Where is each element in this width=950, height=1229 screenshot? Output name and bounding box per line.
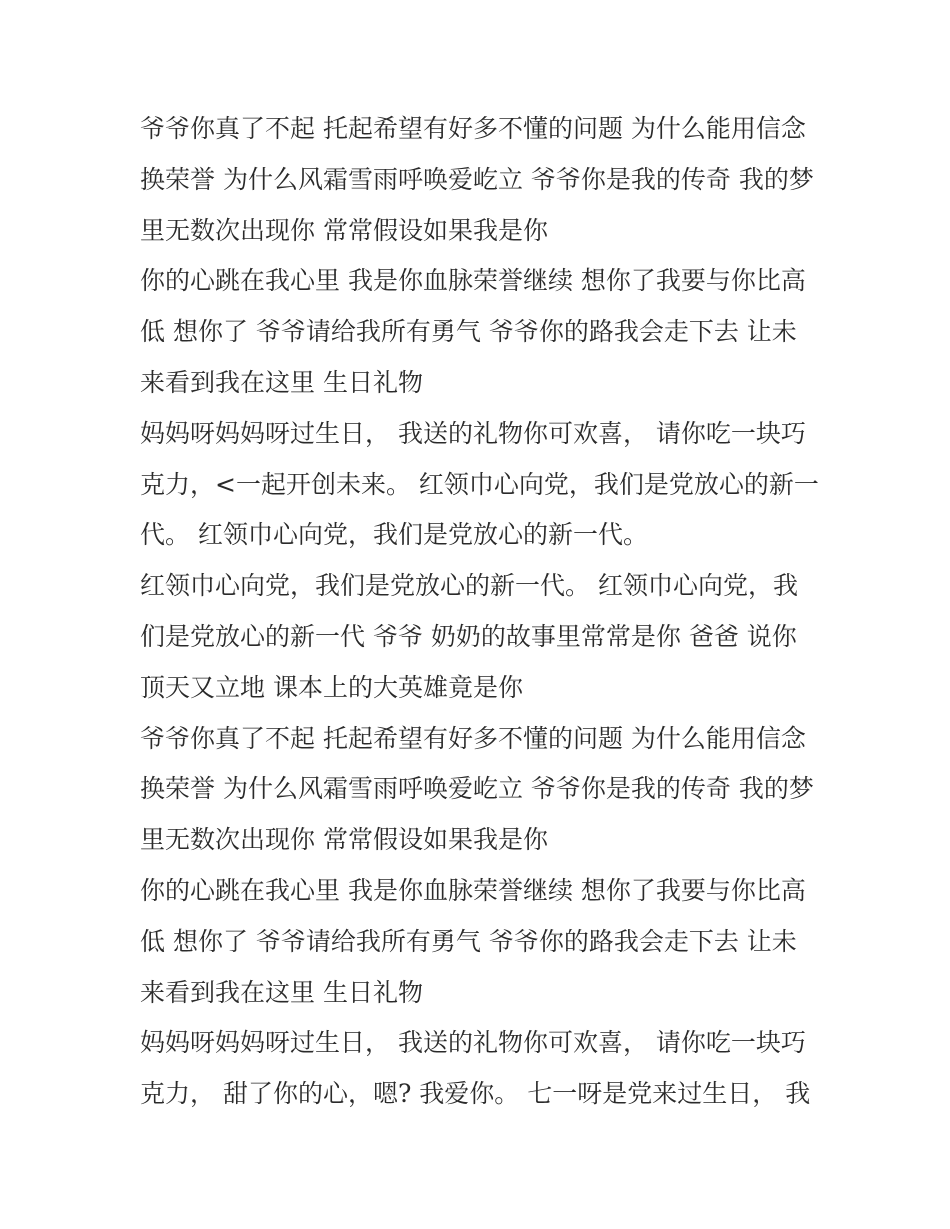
- text-line: 们是党放心的新一代 爷爷 奶奶的故事里常常是你 爸爸 说你: [140, 621, 797, 651]
- text-line: 红领巾心向党，我们是党放心的新一代。 红领巾心向党，我: [140, 571, 798, 601]
- text-line: 爷爷你真了不起 托起希望有好多不懂的问题 为什么能用信念: [140, 723, 806, 753]
- text-line: 低 想你了 爷爷请给我所有勇气 爷爷你的路我会走下去 让未: [140, 926, 797, 956]
- text-line: 来看到我在这里 生日礼物: [140, 367, 423, 397]
- text-line: 代。 红领巾心向党，我们是党放心的新一代。: [140, 520, 648, 550]
- text-line: 你的心跳在我心里 我是你血脉荣誉继续 想你了我要与你比高: [140, 266, 806, 296]
- text-line: 顶天又立地 课本上的大英雄竟是你: [140, 672, 523, 702]
- text-line: 爷爷你真了不起 托起希望有好多不懂的问题 为什么能用信念: [140, 114, 806, 143]
- text-line: 来看到我在这里 生日礼物: [140, 977, 423, 1007]
- text-line: 妈妈呀妈妈呀过生日， 我送的礼物你可欢喜， 请你吃一块巧: [140, 418, 806, 448]
- text-line: 换荣誉 为什么风霜雪雨呼唤爱屹立 爷爷你是我的传奇 我的梦: [140, 774, 814, 804]
- text-line: 克力，<一起开创未来。 红领巾心向党，我们是党放心的新一: [140, 469, 819, 499]
- text-line: 妈妈呀妈妈呀过生日， 我送的礼物你可欢喜， 请你吃一块巧: [140, 1028, 806, 1058]
- text-line: 低 想你了 爷爷请给我所有勇气 爷爷你的路我会走下去 让未: [140, 317, 797, 347]
- document-body: [140, 104, 820, 1120]
- text-line: 换荣誉 为什么风霜雪雨呼唤爱屹立 爷爷你是我的传奇 我的梦: [140, 164, 814, 194]
- text-line: 里无数次出现你 常常假设如果我是你: [140, 215, 548, 245]
- text-line: 克力， 甜了你的心，嗯? 我爱你。 七一呀是党来过生日， 我: [140, 1079, 811, 1109]
- text-line: 里无数次出现你 常常假设如果我是你: [140, 825, 548, 855]
- text-line: 你的心跳在我心里 我是你血脉荣誉继续 想你了我要与你比高: [140, 875, 806, 905]
